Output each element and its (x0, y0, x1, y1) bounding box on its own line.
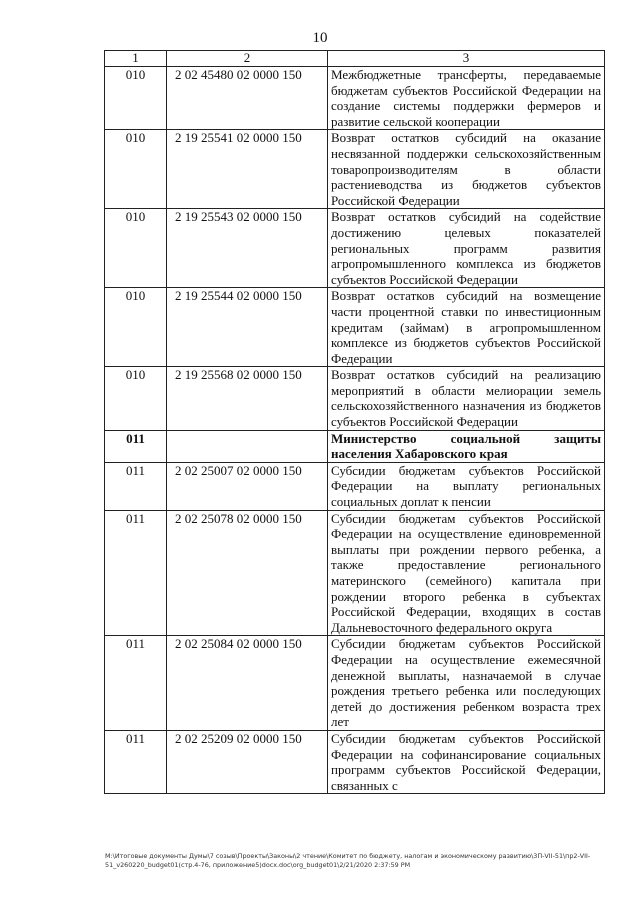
table-row (105, 430, 605, 462)
table-row (105, 636, 605, 731)
description-cell: Субсидии бюджетам субъектов Российской Федерации на софинансирование социальных программ субъектов Российской Федерации, связанных с (328, 730, 605, 793)
code-cell: 010 (105, 130, 167, 209)
description-cell: Возврат остатков субсидий на реализацию мероприятий в области мелиорации земель сельскохозяйственного назначения из бюджетов субъектов Российской Федерации (328, 367, 605, 430)
page-number: 10 (312, 30, 328, 46)
kbk-cell: 2 02 25209 02 0000 150 (167, 730, 328, 793)
column-header-3: 3 (328, 51, 605, 67)
kbk-cell: 2 02 25084 02 0000 150 (167, 636, 328, 731)
table-row (105, 130, 605, 209)
table-row (105, 462, 605, 510)
code-cell: 011 (105, 430, 167, 462)
column-header-1: 1 (105, 51, 167, 67)
document-path-footer (105, 852, 610, 870)
kbk-cell: 2 02 25007 02 0000 150 (167, 462, 328, 510)
kbk-cell (167, 430, 328, 462)
kbk-cell: 2 19 25541 02 0000 150 (167, 130, 328, 209)
description-cell: Субсидии бюджетам субъектов Российской Федерации на осуществление единовременной выплаты при рождении первого ребенка, а также предоставление регионального материнского (семейного) капитала при рождении второго ребенка в субъектах Российской Федерации, входящих в состав Дальневосточного федерального округа (328, 510, 605, 636)
table-row (105, 209, 605, 288)
description-cell: Возврат остатков субсидий на оказание несвязанной поддержки сельскохозяйственным товаропроизводителям в области растениеводства из бюджетов субъектов Российской Федерации (328, 130, 605, 209)
code-cell: 011 (105, 636, 167, 731)
code-cell: 010 (105, 367, 167, 430)
code-cell: 011 (105, 510, 167, 636)
footer-line-2: 51_v260220_budget01(стр.4-76, приложение5)docx.doc\org_budget01\2/21/2020 2:37:59 PM (105, 861, 411, 869)
code-cell: 010 (105, 209, 167, 288)
table-row (105, 288, 605, 367)
table-row (105, 730, 605, 793)
kbk-cell: 2 19 25568 02 0000 150 (167, 367, 328, 430)
description-cell: Возврат остатков субсидий на содействие достижению целевых показателей региональных программ развития агропромышленного комплекса из бюджетов субъектов Российской Федерации (328, 209, 605, 288)
footer-line-1: M:\Итоговые документы Думы\7 созыв\Проекты\Законы\2 чтение\Комитет по бюджету, налогам и экономическому развитию\3П-VII-51\пр2-VII- (105, 852, 591, 860)
kbk-cell: 2 02 25078 02 0000 150 (167, 510, 328, 636)
description-cell: Министерство социальной защиты населения Хабаровского края (328, 430, 605, 462)
code-cell: 011 (105, 730, 167, 793)
column-header-2: 2 (167, 51, 328, 67)
code-cell: 010 (105, 67, 167, 130)
description-cell: Субсидии бюджетам субъектов Российской Федерации на осуществление ежемесячной денежной выплаты, назначаемой в случае рождения третьего ребенка или последующих детей до достижения ребенком возраста трех лет (328, 636, 605, 731)
table-row (105, 67, 605, 130)
code-cell: 011 (105, 462, 167, 510)
description-cell: Межбюджетные трансферты, передаваемые бюджетам субъектов Российской Федерации на создание системы поддержки фермеров и развитие сельской кооперации (328, 67, 605, 130)
kbk-cell: 2 02 45480 02 0000 150 (167, 67, 328, 130)
table-row (105, 367, 605, 430)
description-cell: Возврат остатков субсидий на возмещение части процентной ставки по инвестиционным кредитам (займам) в агропромышленном комплексе из бюджетов субъектов Российской Федерации (328, 288, 605, 367)
code-cell: 010 (105, 288, 167, 367)
budget-table (104, 50, 605, 794)
kbk-cell: 2 19 25543 02 0000 150 (167, 209, 328, 288)
description-cell: Субсидии бюджетам субъектов Российской Федерации на выплату региональных социальных доплат к пенсии (328, 462, 605, 510)
table-header-row (105, 51, 605, 67)
kbk-cell: 2 19 25544 02 0000 150 (167, 288, 328, 367)
table-row (105, 510, 605, 636)
